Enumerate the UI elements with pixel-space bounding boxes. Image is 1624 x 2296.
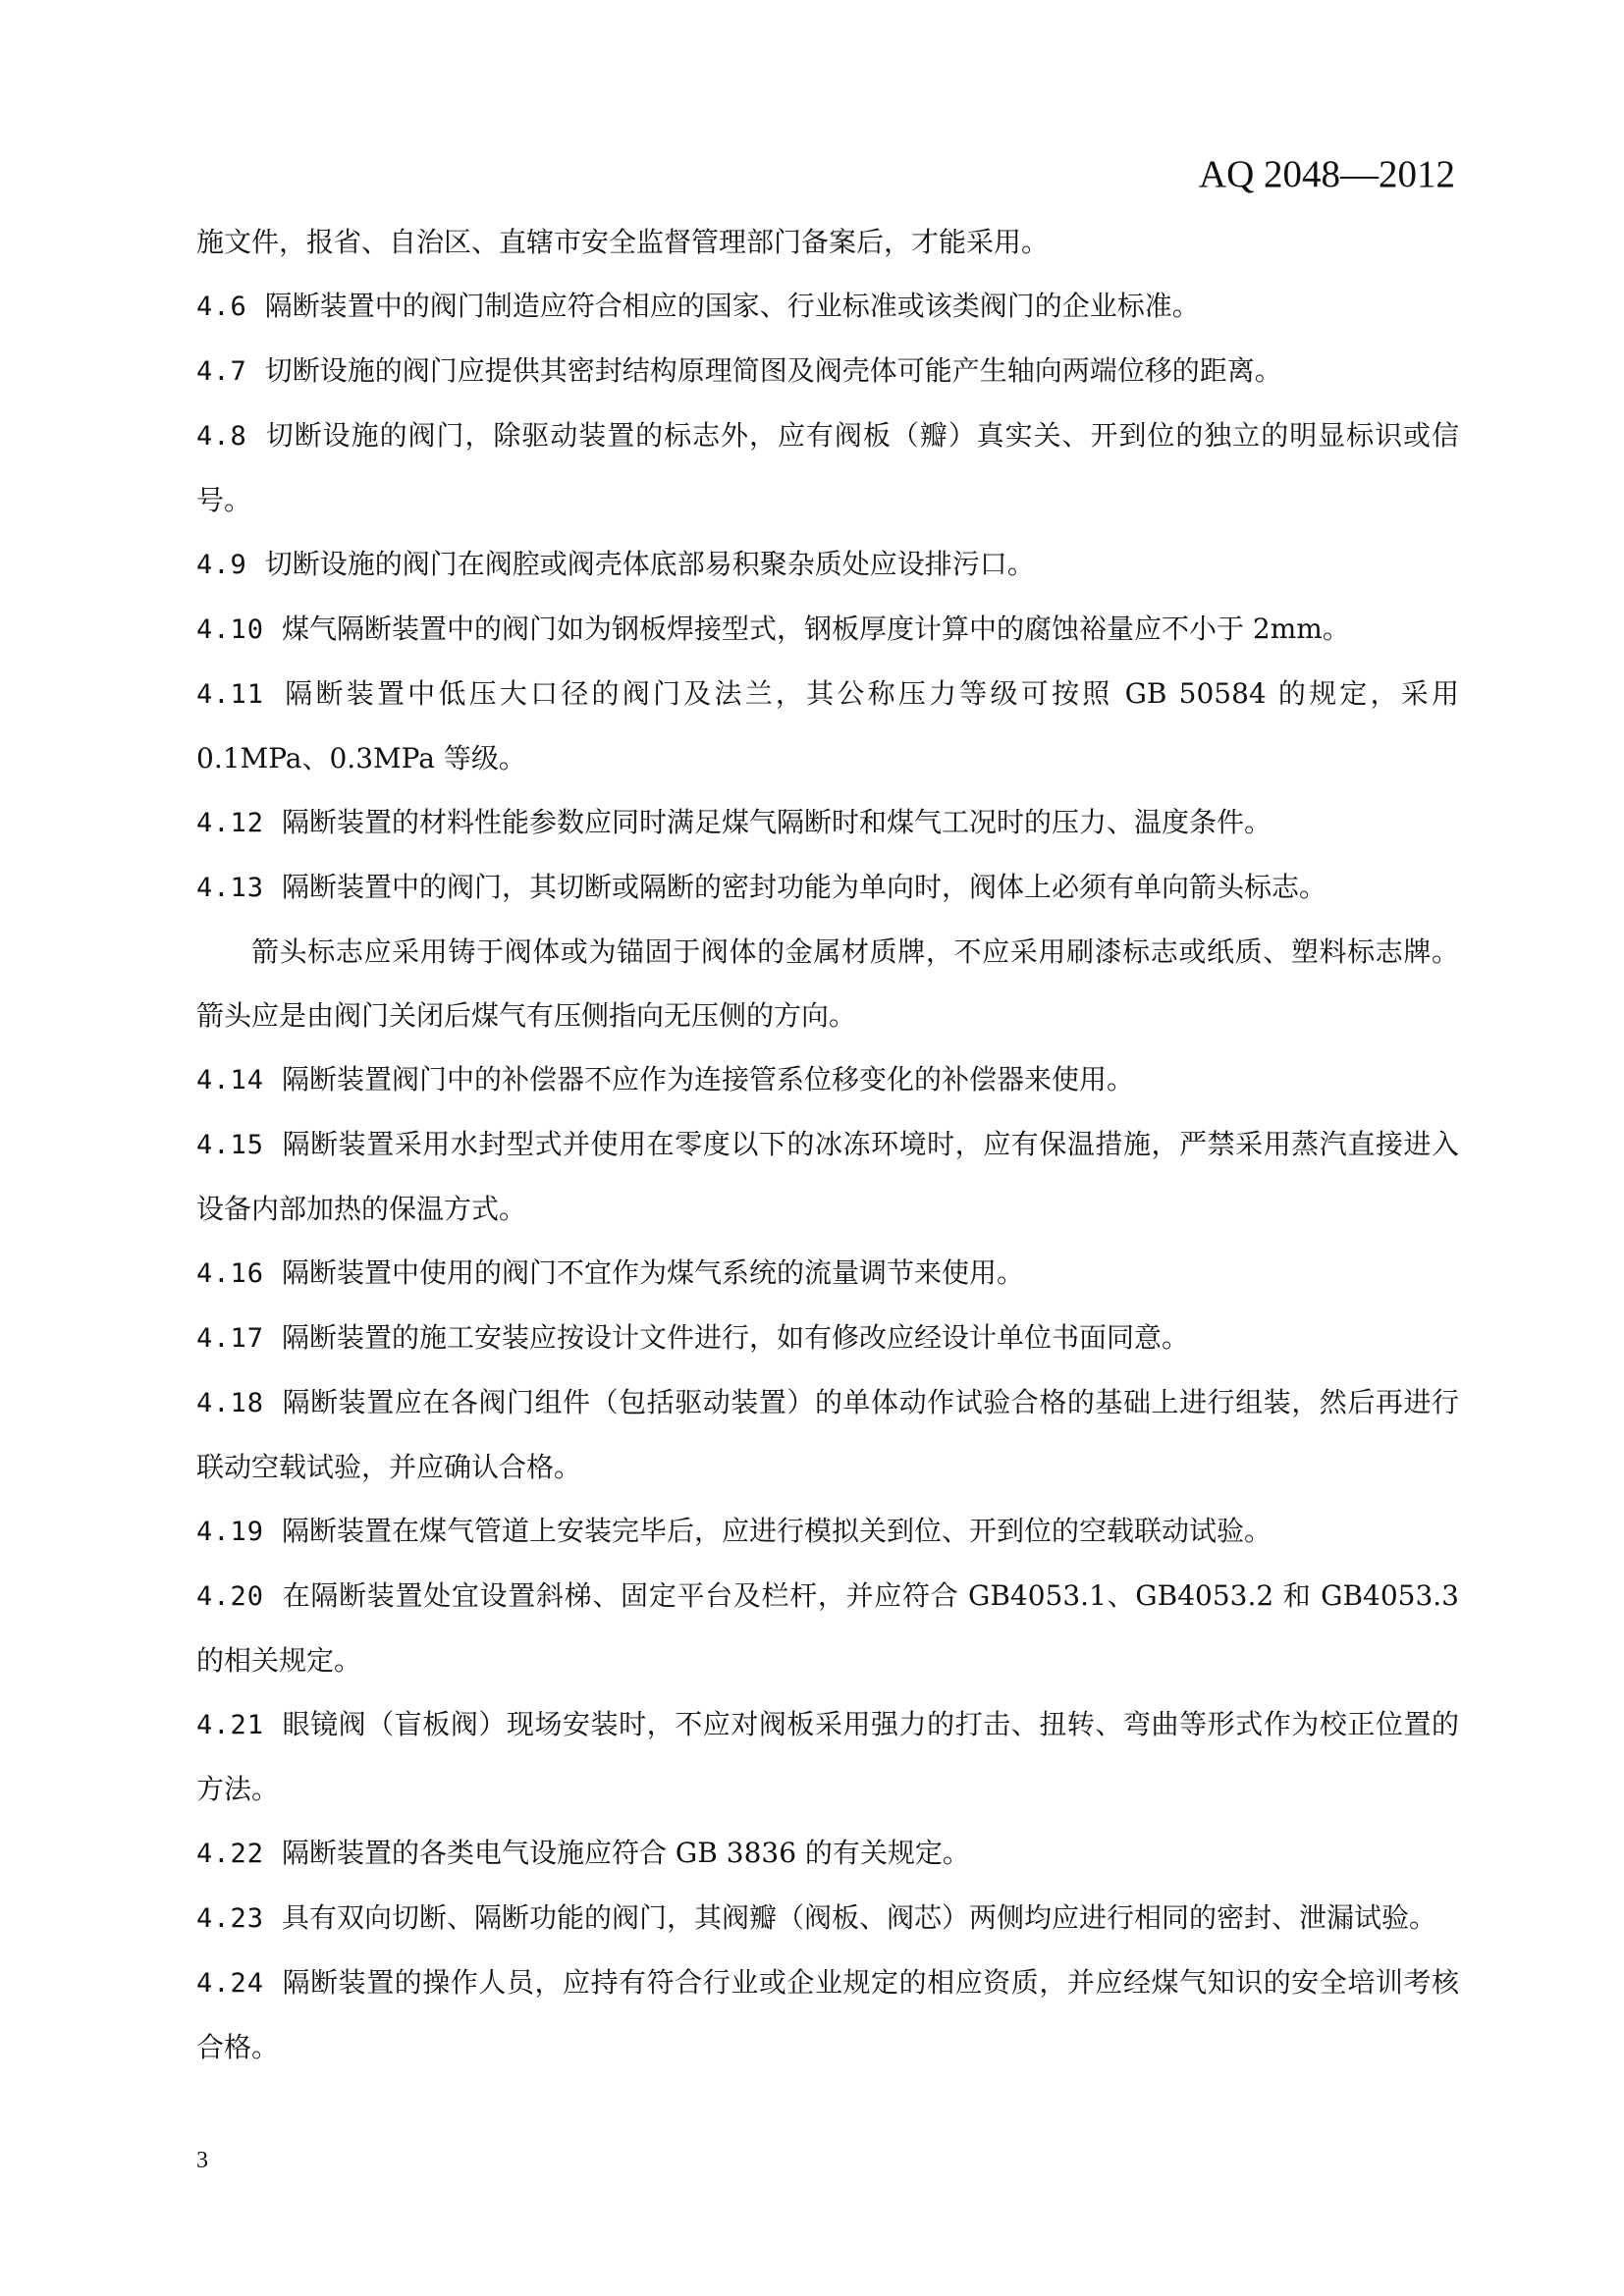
clause-text: 隔断装置中使用的阀门不宜作为煤气系统的流量调节来使用。 (282, 1256, 1025, 1289)
clause-paragraph (196, 855, 1459, 920)
clause-text: 隔断装置的各类电气设施应符合 GB 3836 的有关规定。 (282, 1837, 970, 1869)
clause-number: 4.10 (196, 614, 265, 645)
clause-text: 切断设施的阀门应提供其密封结构原理简图及阀壳体可能产生轴向两端位移的距离。 (264, 354, 1282, 387)
clause-number: 4.6 (196, 292, 247, 322)
clause-paragraph (196, 1370, 1459, 1499)
clause-number: 4.12 (196, 808, 265, 838)
clause-text: 隔断装置中低压大口径的阀门及法兰，其公称压力等级可按照 GB 50584 的规定，采用 0.1MPa、0.3MPa 等级。 (196, 677, 1459, 774)
clause-text: 隔断装置中的阀门，其切断或隔断的密封功能为单向时，阀体上必须有单向箭头标志。 (282, 871, 1327, 903)
clause-paragraph (196, 1886, 1459, 1950)
clause-number: 4.19 (196, 1517, 265, 1547)
clause-number: 4.18 (196, 1388, 265, 1418)
clause-number: 4.16 (196, 1258, 265, 1289)
clause-text: 隔断装置采用水封型式并使用在零度以下的冰冻环境时，应有保温措施，严禁采用蒸汽直接进入设备内部加热的保温方式。 (196, 1128, 1459, 1225)
clause-text: 施文件，报省、自治区、直辖市安全监督管理部门备案后，才能采用。 (196, 226, 1050, 258)
clause-paragraph (196, 1241, 1459, 1306)
clause-text: 具有双向切断、隔断功能的阀门，其阀瓣（阀板、阀芯）两侧均应进行相同的密封、泄漏试验。 (282, 1901, 1437, 1934)
clause-text: 切断设施的阀门，除驱动装置的标志外，应有阀板（瓣）真实关、开到位的独立的明显标识或信号。 (196, 419, 1459, 516)
clause-text: 隔断装置在煤气管道上安装完毕后，应进行模拟关到位、开到位的空载联动试验。 (282, 1515, 1272, 1547)
clause-number: 4.17 (196, 1323, 265, 1354)
clause-number: 4.21 (196, 1710, 265, 1740)
clause-paragraph (196, 532, 1459, 597)
clause-text: 隔断装置的操作人员，应持有符合行业或企业规定的相应资质，并应经煤气知识的安全培训考核合格。 (196, 1966, 1459, 2063)
clause-paragraph (196, 1821, 1459, 1886)
page-number: 3 (196, 2148, 208, 2173)
clause-number: 4.13 (196, 873, 265, 903)
clause-paragraph (196, 1950, 1459, 2079)
clause-paragraph (196, 597, 1459, 662)
clause-text: 箭头标志应采用铸于阀体或为锚固于阀体的金属材质牌，不应采用刷漆标志或纸质、塑料标志牌。箭头应是由阀门关闭后煤气有压侧指向无压侧的方向。 (196, 935, 1459, 1032)
clause-number: 4.9 (196, 550, 247, 580)
clause-paragraph (196, 662, 1459, 790)
clause-number: 4.8 (196, 421, 247, 452)
clause-text: 煤气隔断装置中的阀门如为钢板焊接型式，钢板厚度计算中的腐蚀裕量应不小于 2mm。 (282, 613, 1350, 645)
clause-text: 眼镜阀（盲板阀）现场安装时，不应对阀板采用强力的打击、扭转、弯曲等形式作为校正位置的方法。 (196, 1708, 1459, 1805)
clause-paragraph (196, 1692, 1459, 1821)
clause-paragraph (196, 1564, 1459, 1692)
clause-paragraph (196, 790, 1459, 855)
page-header-code: AQ 2048—2012 (1198, 153, 1455, 195)
clause-number: 4.23 (196, 1903, 265, 1934)
clause-paragraph (196, 339, 1459, 403)
clause-number: 4.22 (196, 1839, 265, 1869)
clause-text: 切断设施的阀门在阀腔或阀壳体底部易积聚杂质处应设排污口。 (264, 548, 1035, 580)
clause-paragraph (196, 1499, 1459, 1564)
clause-number: 4.15 (196, 1130, 265, 1160)
clause-paragraph (196, 1047, 1459, 1112)
clause-paragraph (196, 210, 1459, 274)
clause-number: 4.14 (196, 1065, 265, 1095)
clause-paragraph (196, 1306, 1459, 1370)
document-body (196, 210, 1459, 2079)
clause-number: 4.7 (196, 356, 247, 387)
clause-text: 隔断装置的材料性能参数应同时满足煤气隔断时和煤气工况时的压力、温度条件。 (282, 806, 1272, 838)
clause-text: 在隔断装置处宜设置斜梯、固定平台及栏杆，并应符合 GB4053.1、GB4053.2 和 GB4053.3 的相关规定。 (196, 1579, 1459, 1677)
clause-number: 4.24 (196, 1968, 265, 1999)
clause-text: 隔断装置中的阀门制造应符合相应的国家、行业标准或该类阀门的企业标准。 (264, 290, 1200, 322)
clause-text: 隔断装置的施工安装应按设计文件进行，如有修改应经设计单位书面同意。 (282, 1321, 1190, 1354)
clause-number: 4.11 (196, 679, 265, 710)
clause-text: 隔断装置应在各阀门组件（包括驱动装置）的单体动作试验合格的基础上进行组装，然后再进行联动空载试验，并应确认合格。 (196, 1386, 1459, 1483)
clause-number: 4.20 (196, 1581, 265, 1612)
clause-paragraph (196, 274, 1459, 339)
clause-paragraph (196, 403, 1459, 532)
clause-paragraph (196, 920, 1459, 1047)
clause-text: 隔断装置阀门中的补偿器不应作为连接管系位移变化的补偿器来使用。 (282, 1063, 1135, 1095)
clause-paragraph (196, 1112, 1459, 1241)
